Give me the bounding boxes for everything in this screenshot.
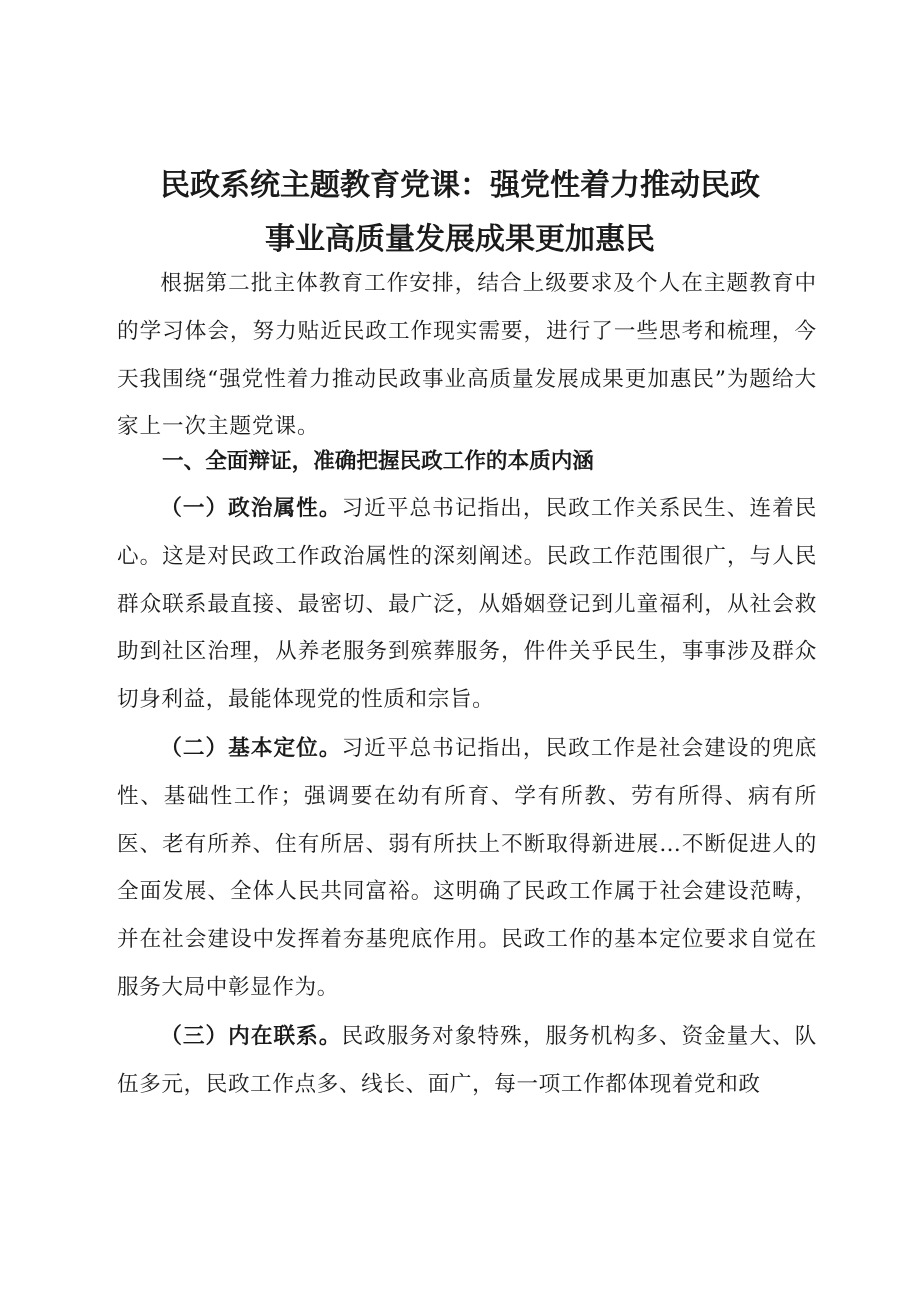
subsection-paragraph-1 xyxy=(117,485,817,724)
subsection-lead-3: （三）内在联系。 xyxy=(160,1024,342,1049)
subsection-paragraph-3 xyxy=(117,1013,817,1109)
document-title-line-1: 民政系统主题教育党课：强党性着力推动民政 xyxy=(160,168,760,203)
subsection-lead-2: （二）基本定位。 xyxy=(160,736,342,761)
subsection-paragraph-2 xyxy=(117,725,817,1012)
subsection-text-2: 习近平总书记指出，民政工作是社会建设的兜底性、基础性工作；强调要在幼有所育、学有所教、劳有所得、病有所医、老有所养、住有所居、弱有所扶上不断取得新进展…不断促进人的全面发展、全体人民共同富裕。这明确了民政工作属于社会建设范畴，并在社会建设中发挥着夯基兜底作用。民政工作的基本定位要求自觉在服务大局中彰显作为。 xyxy=(117,736,817,1000)
section-heading-1: 一、全面辩证，准确把握民政工作的本质内涵 xyxy=(162,449,594,474)
intro-paragraph: 根据第二批主体教育工作安排，结合上级要求及个人在主题教育中的学习体会，努力贴近民政工作现实需要，进行了一些思考和梳理，今天我围绕“强党性着力推动民政事业高质量发展成果更加惠民”为题给大家上一次主题党课。 xyxy=(117,271,817,440)
subsection-text-1: 习近平总书记指出，民政工作关系民生、连着民心。这是对民政工作政治属性的深刻阐述。民政工作范围很广，与人民群众联系最直接、最密切、最广泛，从婚姻登记到儿童福利，从社会救助到社区治理，从养老服务到殡葬服务，件件关乎民生，事事涉及群众切身利益，最能体现党的性质和宗旨。 xyxy=(117,496,817,713)
subsection-text-3: 民政服务对象特殊，服务机构多、资金量大、队伍多元，民政工作点多、线长、面广，每一项工作都体现着党和政 xyxy=(117,1024,817,1097)
subsection-lead-1: （一）政治属性。 xyxy=(160,496,342,521)
document-title-line-2: 事业高质量发展成果更加惠民 xyxy=(265,222,655,257)
